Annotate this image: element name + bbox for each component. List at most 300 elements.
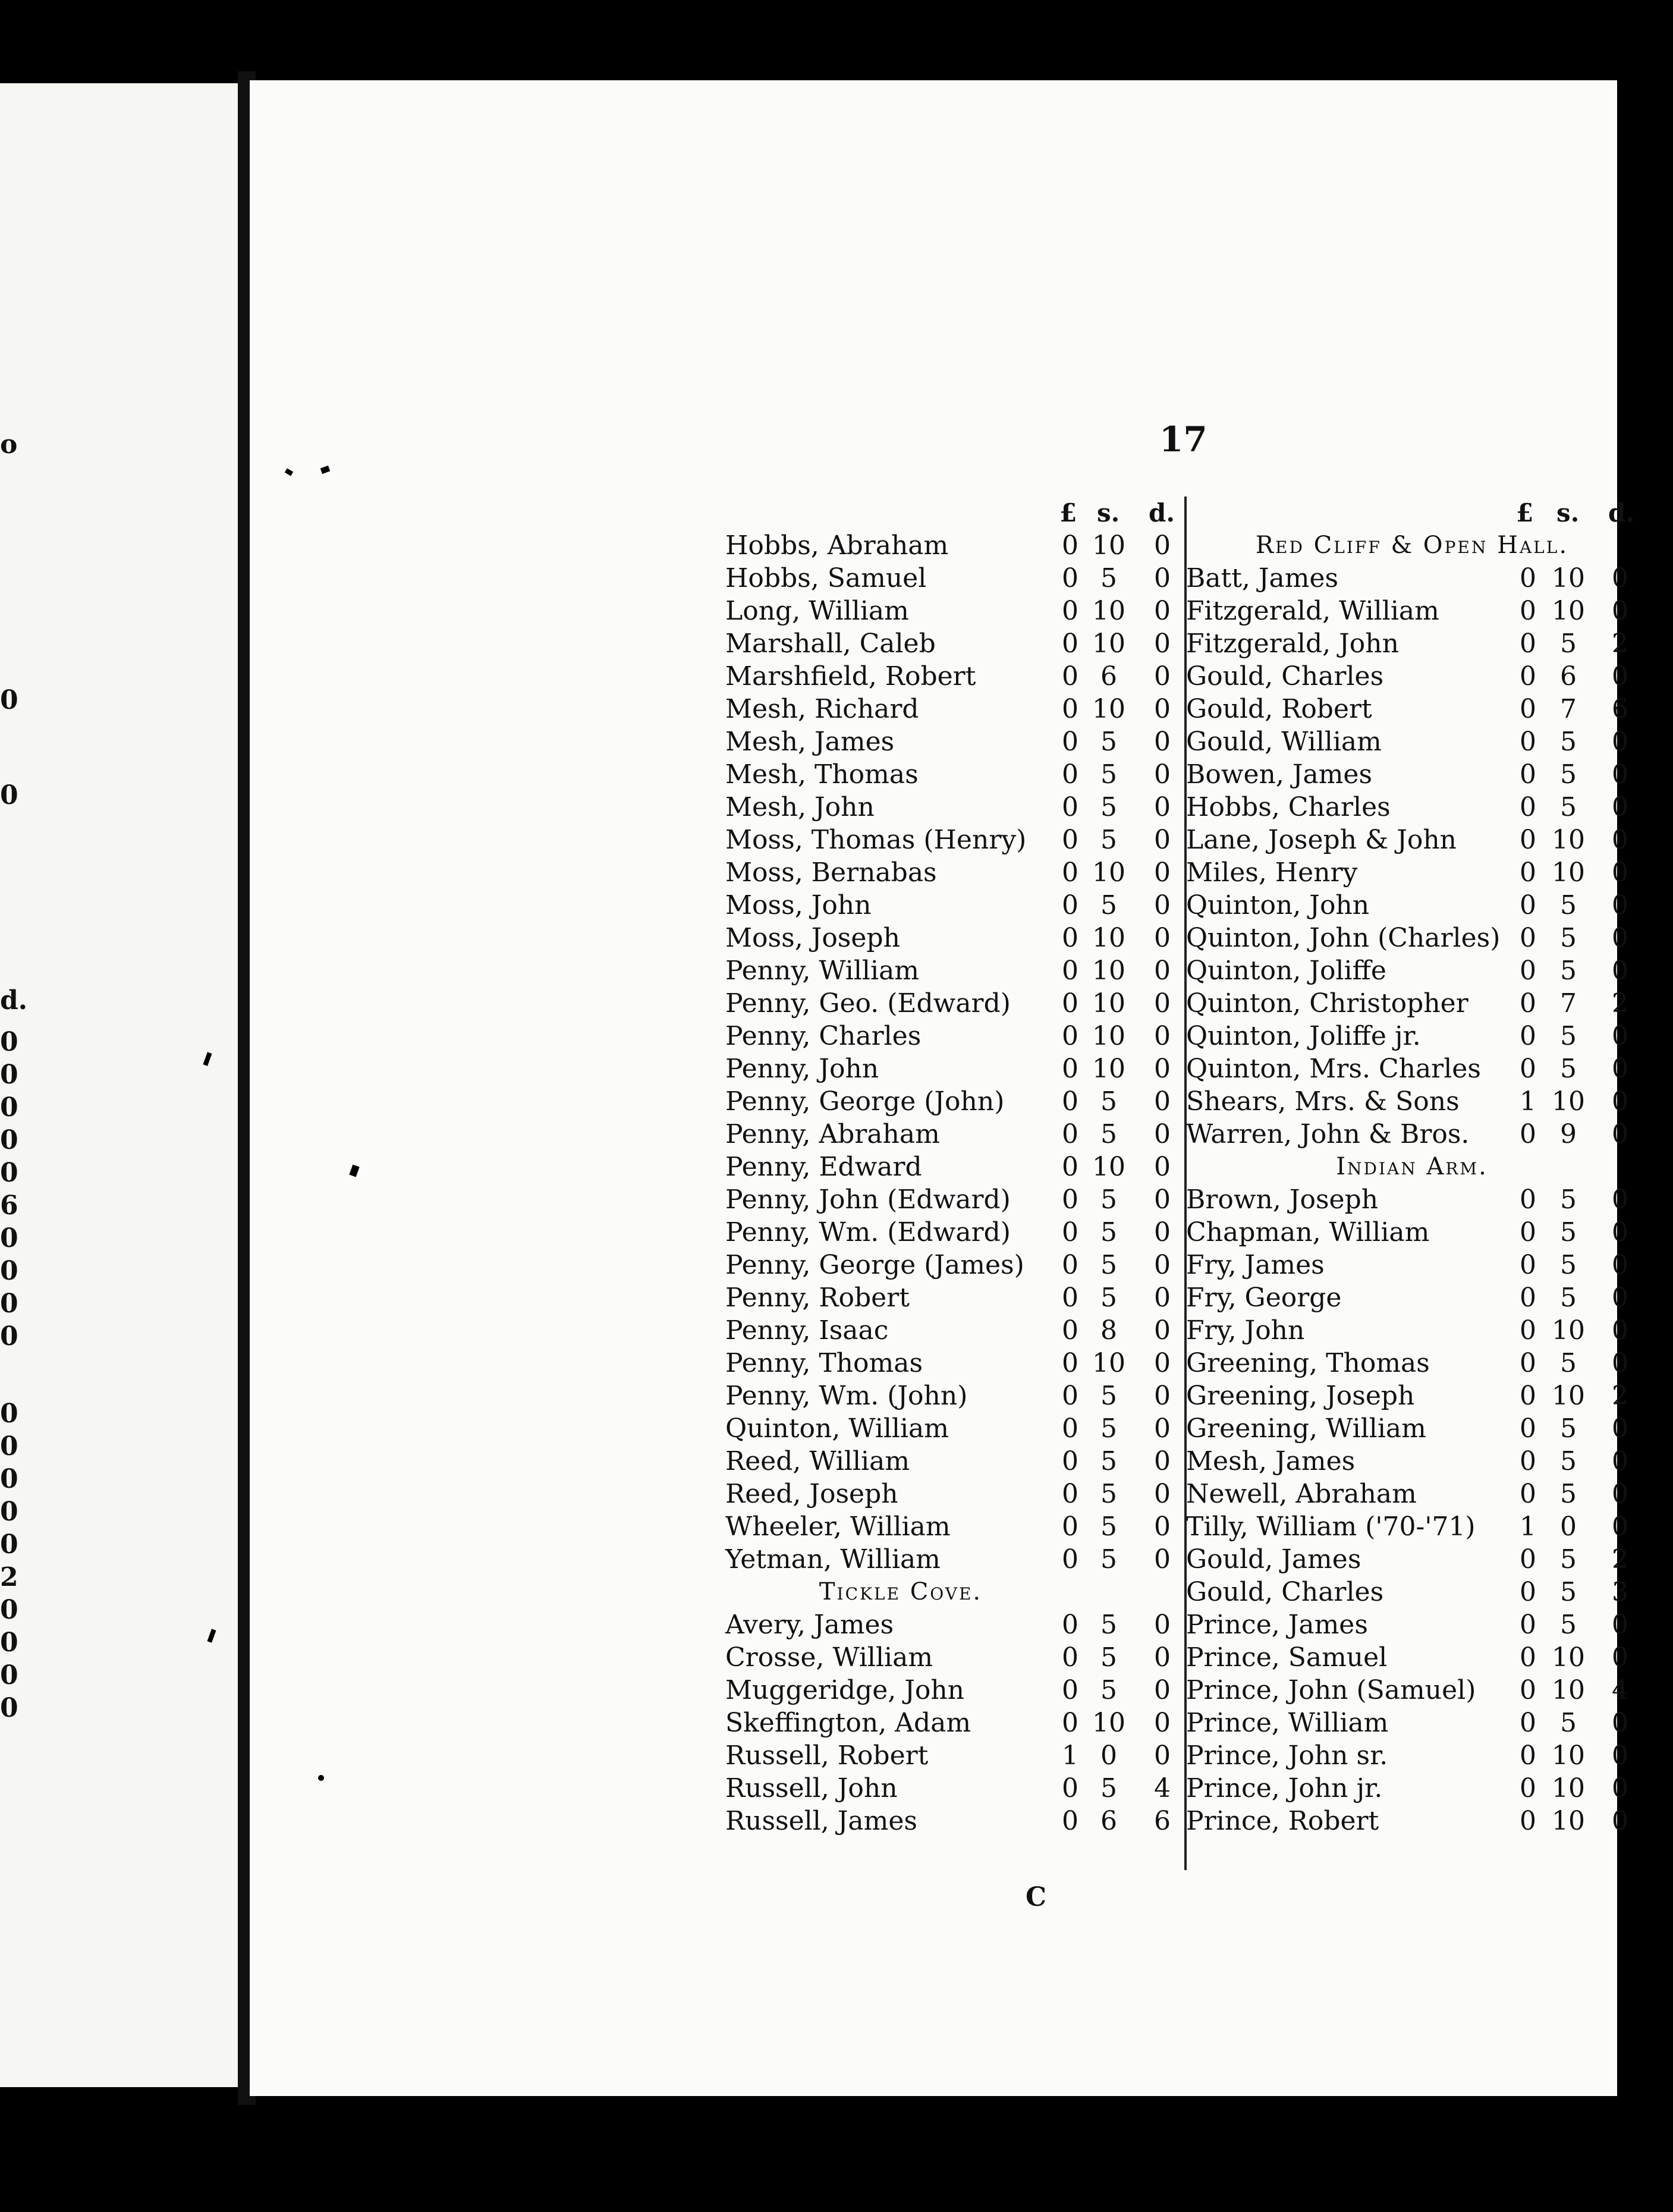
pounds-value: 0 [1062, 1152, 1078, 1182]
ledger-row [1186, 1772, 1662, 1805]
shillings-value: 5 [1100, 1250, 1117, 1280]
shillings-value: 10 [1092, 1348, 1125, 1378]
subscriber-name: Tilly, William ('70-'71) [1186, 1512, 1476, 1542]
ledger-row [725, 1412, 1183, 1445]
indian-arm-rows [1186, 1183, 1662, 1837]
shillings-value: 5 [1100, 727, 1117, 757]
pounds-value: 0 [1062, 956, 1078, 986]
subscriber-name: Chapman, William [1186, 1217, 1430, 1248]
pence-value: 0 [1612, 1708, 1628, 1738]
margin-figure: o [0, 429, 18, 460]
ledger-row [1186, 1412, 1662, 1445]
ledger-row [1186, 758, 1662, 791]
ledger-row [725, 1183, 1183, 1216]
margin-figure: 0 [0, 1027, 18, 1057]
pence-value: 0 [1154, 988, 1171, 1019]
pence-value: 0 [1154, 1021, 1171, 1051]
pounds-value: 0 [1062, 1283, 1078, 1313]
shillings-value: 5 [1560, 1217, 1577, 1248]
left-header [725, 497, 1183, 529]
subscriber-name: Quinton, Mrs. Charles [1186, 1054, 1481, 1084]
subscriber-name: Penny, Abraham [725, 1119, 940, 1149]
ledger-row [725, 1510, 1183, 1543]
ledger-row [1186, 1281, 1662, 1314]
pence-value: 0 [1612, 825, 1628, 855]
pounds-value: 0 [1520, 1021, 1536, 1051]
subscriber-name: Mesh, John [725, 792, 875, 822]
shillings-value: 10 [1092, 1708, 1125, 1738]
shillings-value: 10 [1552, 857, 1585, 888]
subscriber-name: Quinton, Christopher [1186, 988, 1468, 1019]
shillings-value: 5 [1100, 825, 1117, 855]
subscriber-name: Yetman, William [725, 1544, 941, 1575]
ledger-row [725, 758, 1183, 791]
pence-value: 0 [1612, 1512, 1628, 1542]
pence-value: 0 [1612, 563, 1628, 593]
pounds-value: 0 [1520, 1054, 1536, 1084]
ledger-row [1186, 1805, 1662, 1837]
shillings-value: 5 [1560, 629, 1577, 659]
subscriber-name: Long, William [725, 596, 909, 626]
pounds-value: 0 [1062, 825, 1078, 855]
pounds-value: 0 [1520, 988, 1536, 1019]
ledger-row [1186, 1641, 1662, 1674]
shillings-value: 5 [1100, 890, 1117, 920]
ledger-row [1186, 1183, 1662, 1216]
margin-figure: 0 [0, 1399, 18, 1429]
subscriber-name: Newell, Abraham [1186, 1479, 1417, 1509]
shillings-value: 10 [1092, 923, 1125, 953]
pounds-value: 0 [1062, 1806, 1078, 1836]
subscriber-name: Crosse, William [725, 1642, 933, 1673]
pounds-value: 0 [1520, 1806, 1536, 1836]
signature-mark: C [1026, 1882, 1047, 1912]
pounds-value: 0 [1062, 1544, 1078, 1575]
ledger-row [725, 1608, 1183, 1641]
pounds-value: 0 [1520, 1119, 1536, 1149]
pence-value: 2 [1612, 1544, 1628, 1575]
pence-value: 0 [1612, 1021, 1628, 1051]
pence-value: 0 [1154, 857, 1171, 888]
pounds-value: 0 [1062, 1610, 1078, 1640]
ledger-row [1186, 1085, 1662, 1118]
pence-value: 0 [1154, 727, 1171, 757]
shillings-value: 5 [1100, 1381, 1117, 1411]
ledger-row [725, 1281, 1183, 1314]
subscriber-name: Gould, William [1186, 727, 1382, 757]
ledger-row [725, 1085, 1183, 1118]
subscriber-name: Moss, Bernabas [725, 857, 937, 888]
pence-value: 0 [1612, 1250, 1628, 1280]
pounds-value: 0 [1062, 1381, 1078, 1411]
margin-figure: 0 [0, 1693, 18, 1723]
ledger-row [1186, 1216, 1662, 1249]
subscriber-name: Russell, Robert [725, 1740, 929, 1771]
left-margin-figures [0, 83, 238, 2087]
pence-value: 4 [1612, 1675, 1628, 1705]
pounds-value: 0 [1520, 956, 1536, 986]
pounds-value: 0 [1062, 661, 1078, 692]
shillings-value: 10 [1552, 825, 1585, 855]
pounds-header: £ [1059, 498, 1077, 527]
pounds-value: 0 [1520, 1642, 1536, 1673]
subscriber-name: Quinton, William [725, 1413, 949, 1444]
pounds-value: 1 [1062, 1740, 1078, 1771]
pounds-value: 0 [1062, 988, 1078, 1019]
ledger-row [725, 693, 1183, 725]
pence-value: 0 [1154, 1283, 1171, 1313]
shillings-value: 8 [1100, 1315, 1117, 1346]
subscriber-name: Penny, Geo. (Edward) [725, 988, 1011, 1019]
shillings-value: 5 [1100, 759, 1117, 790]
pounds-value: 0 [1520, 857, 1536, 888]
pence-value: 0 [1612, 596, 1628, 626]
ledger-row [1186, 922, 1662, 954]
ledger-row [725, 660, 1183, 693]
subscriber-name: Miles, Henry [1186, 857, 1358, 888]
ledger-row [725, 1707, 1183, 1739]
subscriber-name: Prince, John jr. [1186, 1773, 1383, 1803]
shillings-value: 10 [1092, 1054, 1125, 1084]
pence-value: 0 [1154, 923, 1171, 953]
pounds-value: 0 [1520, 1413, 1536, 1444]
red-cliff-rows [1186, 562, 1662, 1151]
shillings-value: 5 [1100, 1217, 1117, 1248]
pounds-value: 0 [1062, 694, 1078, 724]
pounds-value: 0 [1520, 694, 1536, 724]
subscriber-name: Penny, William [725, 956, 920, 986]
pence-value: 0 [1154, 759, 1171, 790]
pounds-value: 0 [1520, 759, 1536, 790]
shillings-value: 0 [1100, 1740, 1117, 1771]
ledger-row [1186, 987, 1662, 1020]
shillings-value: 6 [1560, 661, 1577, 692]
shillings-value: 10 [1092, 956, 1125, 986]
shillings-value: 10 [1092, 1152, 1125, 1182]
pounds-value: 0 [1520, 792, 1536, 822]
margin-figure: 6 [0, 1190, 18, 1221]
shillings-value: 5 [1100, 1512, 1117, 1542]
section-tickle-cove: Tickle Cove. [819, 1578, 983, 1605]
shillings-value: 5 [1100, 1773, 1117, 1803]
subscriber-name: Penny, John [725, 1054, 879, 1084]
shillings-value: 5 [1560, 1413, 1577, 1444]
pounds-value: 0 [1520, 1315, 1536, 1346]
subscriber-name: Quinton, John (Charles) [1186, 923, 1501, 953]
section-indian-arm: Indian Arm. [1336, 1153, 1488, 1180]
subscriber-name: Penny, Isaac [725, 1315, 889, 1346]
pounds-value: 0 [1520, 923, 1536, 953]
subscriber-name: Gould, Charles [1186, 661, 1384, 692]
pence-value: 0 [1612, 792, 1628, 822]
ledger-row [725, 1641, 1183, 1674]
subscriber-name: Mesh, Thomas [725, 759, 919, 790]
ledger-row [725, 1478, 1183, 1510]
ledger-row [725, 1772, 1183, 1805]
subscriber-name: Gould, Charles [1186, 1577, 1384, 1607]
ledger-row [725, 987, 1183, 1020]
pounds-value: 0 [1062, 759, 1078, 790]
shillings-value: 5 [1560, 956, 1577, 986]
pence-value: 0 [1154, 1348, 1171, 1378]
pence-value: 0 [1612, 1413, 1628, 1444]
pounds-value: 0 [1520, 1479, 1536, 1509]
pounds-value: 0 [1520, 1577, 1536, 1607]
pence-value: 2 [1612, 1381, 1628, 1411]
pounds-value: 0 [1520, 1740, 1536, 1771]
pence-value: 6 [1154, 1806, 1171, 1836]
ledger-row [725, 1314, 1183, 1347]
pence-value: 0 [1612, 661, 1628, 692]
ledger-row [1186, 1118, 1662, 1151]
pounds-value: 0 [1520, 1610, 1536, 1640]
shillings-value: 10 [1092, 857, 1125, 888]
subscriber-name: Russell, James [725, 1806, 917, 1836]
ledger-row [725, 1151, 1183, 1183]
subscriber-name: Penny, Charles [725, 1021, 922, 1051]
ledger-row [1186, 1576, 1662, 1608]
shillings-value: 10 [1552, 596, 1585, 626]
subscriber-name: Batt, James [1186, 563, 1339, 593]
pounds-value: 0 [1062, 530, 1078, 561]
left-column [725, 497, 1183, 1837]
shillings-value: 5 [1560, 727, 1577, 757]
pounds-value: 0 [1062, 792, 1078, 822]
ledger-row [1186, 856, 1662, 889]
pounds-value: 0 [1062, 1708, 1078, 1738]
pence-value: 0 [1154, 792, 1171, 822]
ledger-row [1186, 562, 1662, 595]
subscriber-name: Wheeler, William [725, 1512, 951, 1542]
pounds-value: 0 [1520, 661, 1536, 692]
pence-value: 0 [1154, 629, 1171, 659]
pence-value: 0 [1154, 1315, 1171, 1346]
pence-value: 0 [1154, 1217, 1171, 1248]
pence-header: d. [1608, 498, 1634, 527]
subscriber-name: Prince, Samuel [1186, 1642, 1388, 1673]
shillings-header: s. [1097, 498, 1120, 527]
pence-value: 0 [1612, 1642, 1628, 1673]
pence-value: 0 [1154, 1152, 1171, 1182]
pounds-value: 0 [1062, 1217, 1078, 1248]
pence-value: 0 [1154, 825, 1171, 855]
subscriber-name: Moss, Joseph [725, 923, 900, 953]
ledger-row [1186, 1249, 1662, 1281]
ledger-row [1186, 693, 1662, 725]
subscriber-name: Hobbs, Charles [1186, 792, 1391, 822]
ledger-row [1186, 1674, 1662, 1707]
ledger-row [725, 856, 1183, 889]
ledger-row [725, 1249, 1183, 1281]
pence-value: 6 [1612, 694, 1628, 724]
ledger-row [725, 1805, 1183, 1837]
shillings-value: 7 [1560, 988, 1577, 1019]
pounds-value: 0 [1062, 1512, 1078, 1542]
pence-value: 0 [1612, 1479, 1628, 1509]
pounds-value: 0 [1520, 1381, 1536, 1411]
subscriber-name: Gould, Robert [1186, 694, 1372, 724]
ledger-row [725, 1020, 1183, 1052]
ledger-row [725, 725, 1183, 758]
pence-value: 0 [1154, 1086, 1171, 1117]
shillings-value: 10 [1552, 1315, 1585, 1346]
pence-value: 0 [1154, 1708, 1171, 1738]
shillings-value: 5 [1100, 1675, 1117, 1705]
section-red-cliff: Red Cliff & Open Hall. [1255, 532, 1569, 559]
pence-value: 0 [1612, 1806, 1628, 1836]
subscriber-name: Shears, Mrs. & Sons [1186, 1086, 1460, 1117]
subscriber-name: Lane, Joseph & John [1186, 825, 1457, 855]
pounds-value: 0 [1062, 629, 1078, 659]
ledger-row [1186, 889, 1662, 922]
pounds-value: 0 [1062, 727, 1078, 757]
shillings-value: 5 [1100, 1119, 1117, 1149]
pence-value: 0 [1154, 596, 1171, 626]
subscriber-name: Greening, William [1186, 1413, 1426, 1444]
pence-value: 0 [1154, 890, 1171, 920]
pence-value: 0 [1612, 1610, 1628, 1640]
shillings-value: 5 [1100, 1283, 1117, 1313]
subscriber-name: Moss, John [725, 890, 872, 920]
subscriber-name: Muggeridge, John [725, 1675, 965, 1705]
pence-value: 0 [1154, 1642, 1171, 1673]
pence-value: 0 [1612, 956, 1628, 986]
margin-figure: 0 [0, 1595, 18, 1625]
subscriber-name: Fitzgerald, John [1186, 629, 1399, 659]
pence-value: 0 [1154, 956, 1171, 986]
pounds-value: 0 [1520, 727, 1536, 757]
pounds-value: 0 [1520, 1283, 1536, 1313]
pence-value: 0 [1612, 727, 1628, 757]
pounds-value: 0 [1062, 1773, 1078, 1803]
pounds-value: 0 [1062, 890, 1078, 920]
pounds-value: 0 [1520, 1184, 1536, 1215]
shillings-value: 5 [1100, 1544, 1117, 1575]
margin-figure: 2 [0, 1562, 18, 1592]
ledger-row [725, 627, 1183, 660]
subscriber-name: Hobbs, Samuel [725, 563, 927, 593]
ledger-row [725, 922, 1183, 954]
pence-value: 0 [1154, 1740, 1171, 1771]
pounds-value: 0 [1062, 1054, 1078, 1084]
shillings-value: 5 [1100, 1446, 1117, 1476]
pence-value: 0 [1154, 1479, 1171, 1509]
ledger-row [725, 1216, 1183, 1249]
shillings-value: 10 [1092, 988, 1125, 1019]
margin-figure: 0 [0, 1223, 18, 1253]
pence-value: 0 [1612, 1217, 1628, 1248]
subscriber-name: Brown, Joseph [1186, 1184, 1379, 1215]
pounds-value: 0 [1062, 1642, 1078, 1673]
pence-value: 0 [1154, 1381, 1171, 1411]
margin-figure: 0 [0, 1060, 18, 1090]
ledger-row [1186, 1020, 1662, 1052]
shillings-value: 5 [1560, 1544, 1577, 1575]
ledger-row [1186, 1510, 1662, 1543]
shillings-header: s. [1556, 498, 1580, 527]
pence-value: 0 [1154, 1446, 1171, 1476]
margin-figure: 0 [0, 1158, 18, 1188]
pence-value: 0 [1154, 1512, 1171, 1542]
shillings-value: 5 [1100, 1086, 1117, 1117]
pounds-value: 0 [1062, 1413, 1078, 1444]
pence-value: 2 [1612, 988, 1628, 1019]
subscriber-name: Skeffington, Adam [725, 1708, 971, 1738]
subscriber-name: Moss, Thomas (Henry) [725, 825, 1027, 855]
shillings-value: 5 [1560, 1708, 1577, 1738]
pence-value: 0 [1154, 1413, 1171, 1444]
subscriber-name: Reed, Joseph [725, 1479, 898, 1509]
ledger-row [725, 824, 1183, 856]
pounds-value: 1 [1520, 1086, 1536, 1117]
pounds-value: 0 [1062, 1479, 1078, 1509]
subscriber-name: Prince, John sr. [1186, 1740, 1388, 1771]
pence-value: 0 [1154, 1119, 1171, 1149]
shillings-value: 10 [1092, 1021, 1125, 1051]
subscriber-name: Penny, John (Edward) [725, 1184, 1011, 1215]
subscriber-name: Hobbs, Abraham [725, 530, 949, 561]
ledger-row [1186, 595, 1662, 627]
ledger-row [725, 562, 1183, 595]
right-page [250, 80, 1634, 2096]
ledger-row [725, 1052, 1183, 1085]
pence-value: 0 [1154, 530, 1171, 561]
pounds-value: 1 [1520, 1512, 1536, 1542]
ledger-row [1186, 1608, 1662, 1641]
ledger-row [1186, 1739, 1662, 1772]
subscriber-name: Quinton, John [1186, 890, 1370, 920]
ledger-row [725, 1674, 1183, 1707]
subscriber-name: Warren, John & Bros. [1186, 1119, 1470, 1149]
pence-header: d. [1149, 498, 1175, 527]
shillings-value: 5 [1560, 1479, 1577, 1509]
subscriber-name: Greening, Thomas [1186, 1348, 1430, 1378]
ledger-row [1186, 660, 1662, 693]
ledger-row [725, 1347, 1183, 1380]
shillings-value: 10 [1552, 1642, 1585, 1673]
subscriber-name: Penny, George (John) [725, 1086, 1005, 1117]
shillings-value: 5 [1560, 1184, 1577, 1215]
subscriber-name: Bowen, James [1186, 759, 1373, 790]
ledger-row [1186, 725, 1662, 758]
pounds-value: 0 [1520, 1250, 1536, 1280]
shillings-value: 5 [1560, 1283, 1577, 1313]
subscriber-name: Penny, Wm. (Edward) [725, 1217, 1011, 1248]
pounds-value: 0 [1062, 923, 1078, 953]
subscriber-name: Fry, James [1186, 1250, 1325, 1280]
ledger-row [1186, 1347, 1662, 1380]
subscriber-name: Penny, Edward [725, 1152, 922, 1182]
shillings-value: 10 [1092, 596, 1125, 626]
pounds-value: 0 [1520, 563, 1536, 593]
margin-figure: 0 [0, 1289, 18, 1319]
pounds-value: 0 [1520, 629, 1536, 659]
pounds-value: 0 [1062, 596, 1078, 626]
subscriber-name: Fry, John [1186, 1315, 1305, 1346]
margin-figure: 0 [0, 780, 18, 810]
pounds-value: 0 [1062, 1086, 1078, 1117]
margin-figure: 0 [0, 1431, 18, 1462]
shillings-value: 10 [1552, 1740, 1585, 1771]
pounds-value: 0 [1520, 1446, 1536, 1476]
ledger-row [1186, 824, 1662, 856]
subscriber-name: Marshall, Caleb [725, 629, 936, 659]
pence-value: 0 [1612, 1119, 1628, 1149]
subscriber-name: Penny, Thomas [725, 1348, 923, 1378]
pence-value: 0 [1154, 1675, 1171, 1705]
ledger-row [725, 954, 1183, 987]
margin-figure: 0 [0, 1256, 18, 1286]
